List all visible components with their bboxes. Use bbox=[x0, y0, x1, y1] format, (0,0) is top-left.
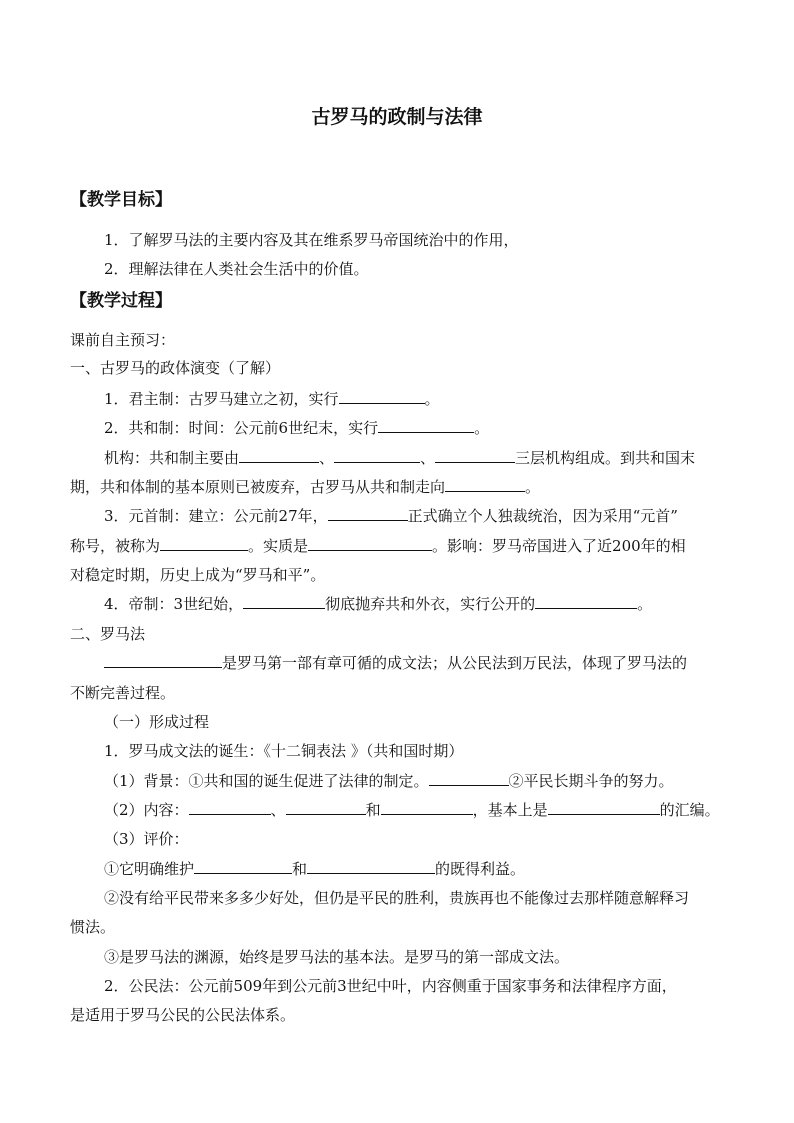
paragraph-line: 是适用于罗马公民的公民法体系。 bbox=[70, 1006, 296, 1024]
fill-blank bbox=[445, 476, 525, 492]
fill-blank bbox=[429, 770, 509, 786]
paragraph-line: 惯法。 bbox=[70, 918, 116, 936]
part2-heading: 二、罗马法 bbox=[70, 625, 146, 643]
fill-blank bbox=[104, 652, 222, 668]
paragraph-line: 1．君主制：古罗马建立之初，实行 。 bbox=[104, 390, 440, 408]
preview-label: 课前自主预习： bbox=[70, 331, 176, 349]
fill-blank bbox=[334, 447, 420, 463]
part1-heading: 一、古罗马的政体演变（了解） bbox=[70, 359, 281, 377]
fill-blank bbox=[535, 593, 637, 609]
paragraph-line: 4．帝制：3世纪始， 彻底抛弃共和外衣，实行公开的 。 bbox=[104, 595, 653, 613]
paragraph-line: 不断完善过程。 bbox=[70, 684, 176, 702]
fill-blank bbox=[435, 447, 515, 463]
paragraph-line: 对稳定时期，历史上成为“罗马和平”。 bbox=[70, 566, 326, 584]
paragraph-line: 2．公民法：公元前509年到公元前3世纪中叶，内容侧重于国家事务和法律程序方面， bbox=[104, 977, 677, 995]
paragraph-line: （3）评价： bbox=[104, 830, 189, 848]
fill-blank bbox=[328, 505, 408, 521]
paragraph-line: 是罗马第一部有章可循的成文法；从公民法到万民法，体现了罗马法的 bbox=[104, 652, 687, 674]
paragraph-line: 机构：共和制主要由 、 、 三层机构组成。到共和国末 bbox=[104, 449, 696, 467]
fill-blank bbox=[339, 388, 425, 404]
fill-blank bbox=[548, 799, 660, 815]
paragraph-line: ②没有给平民带来多多少好处，但仍是平民的胜利，贵族再也不能像过去那样随意解释习 bbox=[104, 889, 690, 907]
fill-blank bbox=[286, 799, 366, 815]
paragraph-line: ③是罗马法的渊源，始终是罗马法的基本法。是罗马的第一部成文法。 bbox=[104, 948, 570, 966]
paragraph-line: 1．罗马成文法的诞生：《十二铜表法 》（共和国时期） bbox=[104, 742, 464, 760]
goal-item: 1．了解罗马法的主要内容及其在维系罗马帝国统治中的作用， bbox=[104, 231, 519, 249]
paragraph-line: 3．元首制：建立：公元前27年， 正式确立个人独裁统治，因为采用“元首” bbox=[104, 507, 678, 525]
subheading: （一）形成过程 bbox=[104, 713, 210, 731]
fill-blank bbox=[308, 535, 432, 551]
paragraph-line: ①它明确维护 和 的既得利益。 bbox=[104, 860, 526, 878]
paragraph-line: 期，共和体制的基本原则已被废弃，古罗马从共和制走向 。 bbox=[70, 478, 541, 496]
fill-blank bbox=[189, 799, 271, 815]
goal-item: 2．理解法律在人类社会生活中的价值。 bbox=[104, 260, 369, 278]
paragraph-line: 称号，被称为 。实质是 。影响：罗马帝国进入了近200年的相 bbox=[70, 537, 686, 555]
paragraph-line: （1）背景：①共和国的诞生促进了法律的制定。 ②平民长期斗争的努力。 bbox=[104, 772, 674, 790]
paragraph-line: 2．共和制：时间：公元前6世纪末，实行 。 bbox=[104, 419, 490, 437]
fill-blank bbox=[378, 417, 474, 433]
fill-blank bbox=[381, 799, 473, 815]
section-heading-goals: 【教学目标】 bbox=[70, 190, 172, 210]
fill-blank bbox=[239, 447, 319, 463]
fill-blank bbox=[243, 593, 325, 609]
fill-blank bbox=[307, 858, 435, 874]
paragraph-line: （2）内容： 、 和 ，基本上是 的汇编。 bbox=[104, 801, 720, 819]
document-title: 古罗马的政制与法律 bbox=[311, 106, 483, 128]
fill-blank bbox=[194, 858, 292, 874]
section-heading-process: 【教学过程】 bbox=[70, 291, 172, 311]
fill-blank bbox=[160, 535, 248, 551]
